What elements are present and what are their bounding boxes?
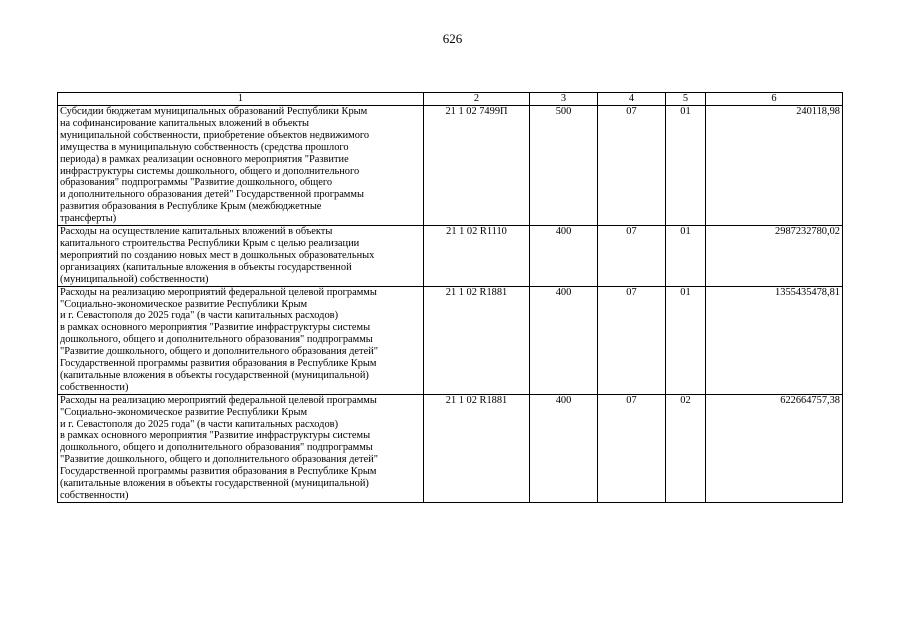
row-name — [58, 106, 424, 226]
row-name-line: в рамках основного мероприятия "Развитие инфраструктуры системы — [60, 322, 371, 334]
row-expense-type: 500 — [530, 106, 598, 226]
budget-table — [57, 92, 843, 503]
row-name-line: собственности) — [60, 490, 129, 501]
column-header-2: 2 — [424, 93, 530, 106]
row-section: 07 — [598, 226, 666, 287]
row-name-line: дошкольного, общего и дополнительного образования" подпрограммы — [60, 334, 373, 346]
row-name — [58, 286, 424, 394]
row-name-line: дошкольного, общего и дополнительного образования" подпрограммы — [60, 442, 373, 454]
row-code: 21 1 02 R1110 — [424, 226, 530, 287]
row-name-line: собственности) — [60, 381, 129, 393]
row-name-line: инфраструктуры системы дошкольного, общего и дополнительного — [60, 165, 360, 177]
row-subsection: 01 — [666, 106, 706, 226]
row-code: 21 1 02 7499П — [424, 106, 530, 226]
row-name-line: и г. Севастополя до 2025 года" (в части капитальных расходов) — [60, 418, 339, 430]
row-name-line: (капитальные вложения в объекты государственной (муниципальной) — [60, 478, 369, 490]
row-amount: 2987232780,02 — [706, 226, 843, 287]
row-name-line: и г. Севастополя до 2025 года" (в части капитальных расходов) — [60, 310, 339, 322]
column-header-1: 1 — [58, 93, 424, 106]
page-number: 626 — [442, 31, 463, 46]
column-header-5: 5 — [666, 93, 706, 106]
row-amount: 240118,98 — [706, 106, 843, 226]
column-header-3: 3 — [530, 93, 598, 106]
row-name-line: (капитальные вложения в объекты государственной (муниципальной) — [60, 369, 369, 381]
row-name-line: "Развитие дошкольного, общего и дополнительного образования детей" — [60, 346, 378, 358]
row-code: 21 1 02 R1881 — [424, 394, 530, 502]
row-name — [58, 226, 424, 287]
row-name-line: (муниципальной) собственности) — [60, 273, 209, 285]
column-header-4: 4 — [598, 93, 666, 106]
row-name-line: муниципальной собственности, приобретение объектов недвижимого — [60, 129, 370, 141]
row-name-line: периода) в рамках реализации основного мероприятия "Развитие — [60, 153, 349, 165]
row-expense-type: 400 — [530, 226, 598, 287]
table-row — [58, 226, 843, 287]
row-name-line: в рамках основного мероприятия "Развитие инфраструктуры системы — [60, 430, 371, 442]
row-name-line: Государственной программы развития образования в Республике Крым — [60, 358, 377, 370]
row-subsection: 01 — [666, 286, 706, 394]
row-name-line: образования" подпрограммы "Развитие дошкольного, общего — [60, 177, 333, 189]
row-amount: 622664757,38 — [706, 394, 843, 502]
row-name-line: "Социально-экономическое развитие Республики Крым — [60, 406, 308, 418]
row-section: 07 — [598, 394, 666, 502]
row-section: 07 — [598, 286, 666, 394]
row-name-line: капитального строительства Республики Крым с целью реализации — [60, 237, 360, 249]
row-name-line: Государственной программы развития образования в Республике Крым — [60, 466, 377, 478]
row-name-line: развития образования в Республике Крым (межбюджетные — [60, 201, 322, 213]
row-expense-type: 400 — [530, 394, 598, 502]
row-subsection: 01 — [666, 226, 706, 287]
row-expense-type: 400 — [530, 286, 598, 394]
row-name-line: Расходы на реализацию мероприятий федеральной целевой программы — [60, 394, 377, 406]
row-name-line: мероприятий по созданию новых мест в дошкольных образовательных — [60, 249, 375, 261]
row-name-line: и дополнительного образования детей" Государственной программы — [60, 189, 364, 201]
row-name-line: Субсидии бюджетам муниципальных образований Республики Крым — [60, 106, 368, 117]
row-name-line: имущества в муниципальную собственность (средства прошлого — [60, 141, 349, 153]
row-name-line: организациях (капитальные вложения в объекты государственной — [60, 261, 352, 273]
row-code: 21 1 02 R1881 — [424, 286, 530, 394]
row-name-line: на софинансирование капитальных вложений в объекты — [60, 117, 309, 129]
row-name-line: Расходы на осуществление капитальных вложений в объекты — [60, 226, 333, 238]
row-section: 07 — [598, 106, 666, 226]
table-row — [58, 394, 843, 502]
row-name-line: Расходы на реализацию мероприятий федеральной целевой программы — [60, 286, 377, 298]
header-row — [58, 93, 843, 106]
row-name-line: "Развитие дошкольного, общего и дополнительного образования детей" — [60, 454, 378, 466]
row-amount: 1355435478,81 — [706, 286, 843, 394]
row-subsection: 02 — [666, 394, 706, 502]
column-header-6: 6 — [706, 93, 843, 106]
row-name-line: "Социально-экономическое развитие Республики Крым — [60, 298, 308, 310]
row-name — [58, 394, 424, 502]
table-row — [58, 106, 843, 226]
table-row — [58, 286, 843, 394]
row-name-line: трансферты) — [60, 213, 117, 225]
